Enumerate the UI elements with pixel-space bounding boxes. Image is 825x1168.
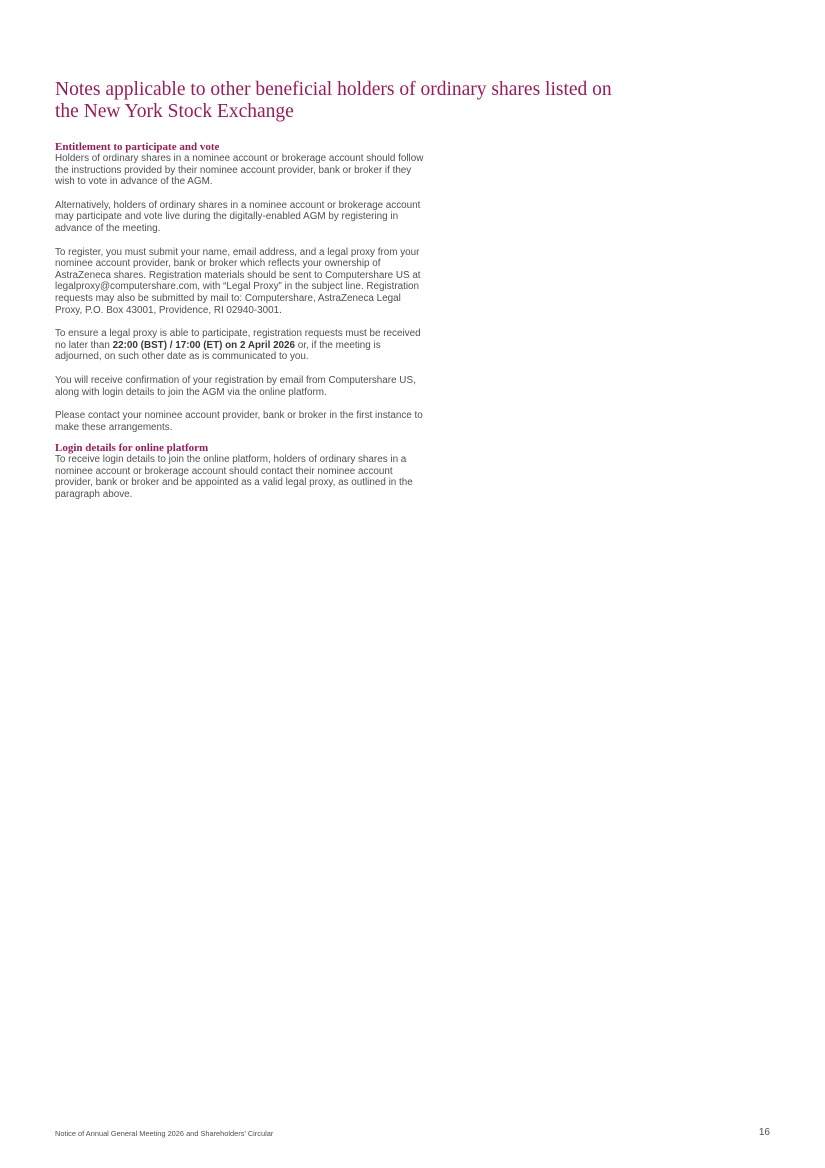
deadline-text-after: or, if the meeting is adjourned, on such other date as is communicated to you.	[55, 339, 381, 363]
paragraph-deadline	[55, 328, 425, 363]
section-heading-login: Login details for online platform	[55, 442, 209, 455]
footer-document-title: Notice of Annual General Meeting 2026 and Shareholders’ Circular	[55, 1129, 274, 1138]
section-heading-entitlement: Entitlement to participate and vote	[55, 141, 220, 153]
paragraph-vote-live: Alternatively, holders of ordinary shares in a nominee account or brokerage account may participate and vote live during the digitally-enabled AGM by registering in advance of the meeting.	[55, 199, 421, 234]
section-entitlement	[55, 141, 425, 433]
paragraph-confirmation: You will receive confirmation of your registration by email from Computershare US, along with login details to join the AGM via the online platform.	[55, 374, 416, 398]
section-login-details	[55, 442, 425, 500]
page-number: 16	[758, 1127, 770, 1138]
paragraph-login: To receive login details to join the online platform, holders of ordinary shares in a nominee account or brokerage account should contact their nominee account provider, bank or broker and be appointed as a valid legal proxy, as outlined in the paragraph above.	[55, 454, 413, 501]
paragraph-contact: Please contact your nominee account provider, bank or broker in the first instance to make these arrangements.	[55, 410, 423, 433]
deadline-time: 22:00 (BST) / 17:00 (ET) on 2 April 2026	[112, 339, 296, 351]
deadline-text-before: To ensure a legal proxy is able to participate, registration requests must be received no later than	[55, 328, 421, 351]
main-content	[55, 141, 425, 513]
paragraph-registration: To register, you must submit your name, email address, and a legal proxy from your nominee account provider, bank or broker which reflects your ownership of AstraZeneca shares. Registration materials should be sent to Computershare US at legalproxy@computershare.com, with “Legal Proxy” in the subject line. Registration requests may also be submitted by mail to: Computershare, AstraZeneca Legal Proxy, P.O. Box 43001, Providence, RI 02940-3001.	[55, 246, 421, 316]
page-title: Notes applicable to other beneficial holders of ordinary shares listed on the New York Stock Exchange	[55, 79, 612, 122]
paragraph-vote-in-advance: Holders of ordinary shares in a nominee account or brokerage account should follow the instructions provided by their nominee account provider, bank or broker if they wish to vote in advance of the AGM.	[55, 153, 424, 188]
